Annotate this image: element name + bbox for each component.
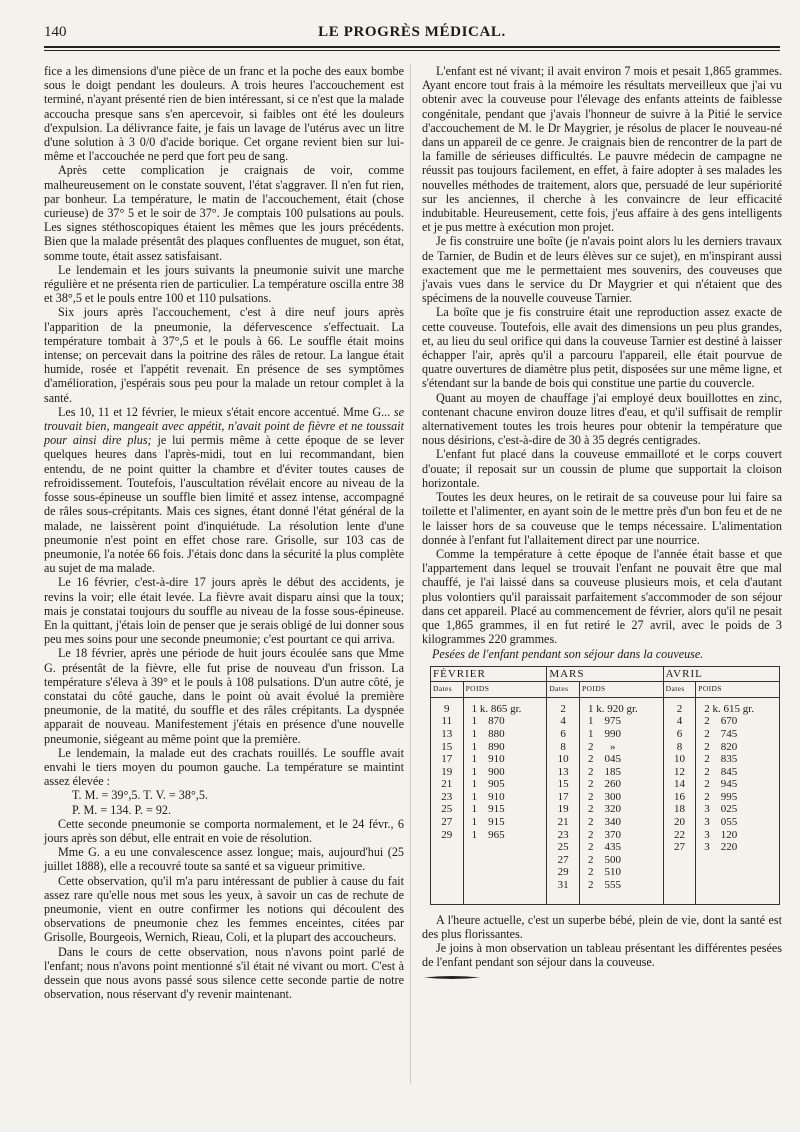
date-cell — [431, 841, 464, 854]
table-row — [431, 829, 780, 842]
weight-cell: 1 k. 865 gr. — [463, 697, 547, 715]
table-row — [431, 766, 780, 779]
date-cell: 10 — [547, 753, 580, 766]
weight-cell — [696, 879, 780, 904]
left-column — [44, 64, 404, 1001]
paragraph: L'enfant est né vivant; il avait environ 7 mois et pesait 1,865 grammes. Ayant encore tout frais à la mémoire les résultats merveilleux que j'ai vu obtenir avec la couveuse pour l'élevage des enfants atteints de faiblesse congénitale, pendant que j'avais l'honneur de suivre à la Pitié le service d'accouchement de M. le Dr Maygrier, je résolus de placer le nouveau-né dans un appareil de ce genre. Je craignais bien de rencontrer de la part de la famille de sérieuses difficultés. Le pauvre médecin de campagne ne réussit pas toujours facilement, en effet, à faire adopter à ses malades les nouvelles méthodes de traitement, alors que, persuadé de leur supériorité sur les anciennes, il cherche à les convaincre de leur efficacité indubitable. Heureusement, cette fois, j'eus affaire à des gens intelligents et je pus mettre à exécution mon projet. — [422, 64, 782, 235]
dates-header: Dates — [547, 682, 580, 698]
weight-cell: 2 670 — [696, 715, 780, 728]
weight-cell — [463, 866, 547, 879]
dates-header: Dates — [431, 682, 464, 698]
page-number: 140 — [44, 24, 67, 40]
table-row — [431, 816, 780, 829]
paragraph: Le lendemain, la malade eut des crachats rouillés. Le souffle avait envahi le tiers moyen du poumon gauche. La température se maintint assez élevée : — [44, 745, 404, 789]
date-cell: 15 — [431, 741, 464, 754]
weight-cell: 2 845 — [696, 766, 780, 779]
date-cell: 6 — [663, 728, 696, 741]
paragraph: Le 16 février, c'est-à-dire 17 jours après le début des accidents, je revins la voir; elle était levée. La fièvre avait disparu ainsi que la toux; mais je constatai toujours du souffle au niveau de la fosse sous-épineuse. En la quittant, j'étais loin de penser que je serais obligé de lui donner sous peu mes soins pour une seconde pneumonie; c'est pourtant ce qui arriva. — [44, 575, 404, 647]
weight-cell: 2 835 — [696, 753, 780, 766]
paragraph: Quant au moyen de chauffage j'ai employé deux bouillottes en zinc, contenant chacune environ douze litres d'eau, et qu'il suffisait de remplir alternativement toutes les trois heures pour obtenir la température que nous désirions, c'est-à-dire de 30 à 35 degrés centigrades. — [422, 390, 782, 448]
table-row — [431, 879, 780, 904]
weight-cell: 2 510 — [579, 866, 663, 879]
weight-cell: 1 915 — [463, 803, 547, 816]
date-cell: 22 — [663, 829, 696, 842]
date-cell — [663, 854, 696, 867]
date-cell: 8 — [663, 741, 696, 754]
weight-cell: 1 990 — [579, 728, 663, 741]
weight-cell — [463, 841, 547, 854]
weight-cell: 2 185 — [579, 766, 663, 779]
date-cell: 23 — [431, 791, 464, 804]
table-row — [431, 841, 780, 854]
weight-cell: 3 055 — [696, 816, 780, 829]
weight-header: POIDS — [696, 682, 780, 698]
weight-cell: 1 965 — [463, 829, 547, 842]
table-row — [431, 866, 780, 879]
header-rule-thin — [44, 50, 780, 51]
date-cell: 27 — [431, 816, 464, 829]
table-row — [431, 728, 780, 741]
paragraph — [44, 405, 404, 575]
weight-cell: 1 915 — [463, 816, 547, 829]
weight-cell: 3 220 — [696, 841, 780, 854]
weight-cell: 3 025 — [696, 803, 780, 816]
weight-cell: 1 900 — [463, 766, 547, 779]
weight-cell: 2 745 — [696, 728, 780, 741]
text-run: Les 10, 11 et 12 février, le mieux s'était encore accentué. Mme G... — [58, 404, 391, 419]
weight-cell: 1 870 — [463, 715, 547, 728]
weight-cell: 3 120 — [696, 829, 780, 842]
month-header: FÉVRIER — [431, 666, 547, 682]
right-column — [422, 64, 782, 984]
table-row — [431, 803, 780, 816]
weight-cell: 2 260 — [579, 778, 663, 791]
date-cell: 12 — [663, 766, 696, 779]
date-cell: 9 — [431, 697, 464, 715]
paragraph: Cette observation, qu'il m'a paru intéressant de publier à cause du fait assez rare qu'elle nous met sous les yeux, à savoir un cas de rechute de pneumonie, vient en outre confirmer les notions qui découlent des observations de pneumonie chez les femmes enceintes, citées par Grisolle, Bourgeois, Wernich, Rieau, Coli, et la plupart des accoucheurs. — [44, 873, 404, 945]
date-cell — [431, 879, 464, 904]
weight-cell: 1 910 — [463, 753, 547, 766]
paragraph: L'enfant fut placé dans la couveuse emmailloté et le corps couvert d'ouate; il reposait sur un coussin de plume que supportait la cloison horizontale. — [422, 447, 782, 490]
weight-cell: 1 880 — [463, 728, 547, 741]
weight-header: POIDS — [463, 682, 547, 698]
date-cell: 27 — [547, 854, 580, 867]
date-cell: 23 — [547, 829, 580, 842]
date-cell: 4 — [663, 715, 696, 728]
paragraph: Le 18 février, après une période de huit jours écoulée sans que Mme G. présentât de la fièvre, elle fut prise de nouveau d'un frisson. La température s'éleva à 39° et le pouls à 108 pulsations. D'un autre côté, je constatai du côté gauche, dans le point où avait évolué la première pneumonie, de la matité, du souffle et des râles crépitants. La dyspnée apparait de nouveau. Manifestement j'étais en présence d'une nouvelle pneumonie, siégeant au même point que la première. — [44, 646, 404, 746]
weight-cell — [696, 866, 780, 879]
date-cell: 17 — [547, 791, 580, 804]
journal-title: LE PROGRÈS MÉDICAL. — [318, 24, 506, 40]
paragraph: A l'heure actuelle, c'est un superbe bébé, plein de vie, dont la santé est des plus florissantes. — [422, 912, 782, 941]
weight-cell: 1 910 — [463, 791, 547, 804]
date-cell: 25 — [431, 803, 464, 816]
weight-cell: 2 320 — [579, 803, 663, 816]
paragraph: Six jours après l'accouchement, c'est à dire neuf jours après l'apparition de la pneumonie, la défervescence s'effectuait. La température tombait à 37°,5 et le pouls à 66. Le souffle était moins intense; on percevait dans la poitrine des râles de retour. La langue était humide, rosée et l'appétit revenait. En présence de ses symptômes d'amélioration, j'espérais sous peu pour la malade un retour complet à la santé. — [44, 305, 404, 405]
date-cell: 13 — [547, 766, 580, 779]
date-cell: 21 — [547, 816, 580, 829]
paragraph: La boîte que je fis construire était une reproduction assez exacte de cette couveuse. Toutefois, elle avait des dimensions un peu plus grandes, et, au lieu du seul orifice qui dans la couveuse Tarnier est destiné à laisser échapper l'air, après qu'il a parcouru l'appareil, elle était pourvue de quatre ouvertures de diamètre plus petit, disposées sur une même ligne, et s'étendant sur la bande de bois qui constitue une partie du couvercle. — [422, 305, 782, 391]
date-cell: 31 — [547, 879, 580, 904]
table-row — [431, 753, 780, 766]
weight-cell: 2 945 — [696, 778, 780, 791]
date-cell: 11 — [431, 715, 464, 728]
table-row — [431, 741, 780, 754]
table-row — [431, 778, 780, 791]
weight-header: POIDS — [579, 682, 663, 698]
weight-cell: 1 k. 920 gr. — [579, 697, 663, 715]
month-header: AVRIL — [663, 666, 779, 682]
date-cell: 29 — [431, 829, 464, 842]
weight-cell: 2 » — [579, 741, 663, 754]
vitals-formula: T. M. = 39°,5. T. V. = 38°,5. — [72, 788, 208, 803]
text-run: je lui permis même à cette époque de se lever quelques heures dans l'après-midi, tout en lui recommandant, bien entendu, de ne point quitter la chambre et d'éviter toutes causes de refroidissement. Toutefois, l'auscultation révélait encore au niveau de la fosse sous-épineuse un souffle bien limité et assez intense, accompagné de râles sous-crépitants. Mais ces signes, étant donné l'état général de la malade, ne laissèrent point d'inquiétude. La résolution lente d'une pneumonie n'est point en effet chose rare. Grisolle, sur 103 cas de pneumonie, l'a notée 66 fois. J'étais donc dans la sécurité la plus complète au sujet de ma malade. — [44, 433, 404, 576]
paragraph: Dans le cours de cette observation, nous n'avons point parlé de l'enfant; nous n'avons point mentionné s'il était né vivant ou mort. C'est à dessein que nous avons passé sous silence cette seconde partie de notre observation, nous réservant d'y revenir maintenant. — [44, 944, 404, 1002]
date-cell: 14 — [663, 778, 696, 791]
page-header — [44, 24, 780, 44]
date-cell: 8 — [547, 741, 580, 754]
paragraph: fice a les dimensions d'une pièce de un franc et la poche des eaux bombe sous le doigt pendant les douleurs. A trois heures l'accouchement est terminé, n'ayant présenté rien de bien intéressant, si ce n'est que la malade accoucha presque sans s'en apercevoir, si faibles ont été les douleurs d'expulsion. La délivrance faite, je fais un lavage de l'utérus avec un litre d'une solution à 3 0/0 d'acide borique. Cet organe revient bien sur lui-même et l'accouchée ne perd que fort peu de sang. — [44, 64, 404, 164]
weights-table — [430, 666, 780, 905]
weight-cell — [463, 854, 547, 867]
column-divider — [410, 64, 411, 1084]
date-cell: 16 — [663, 791, 696, 804]
weight-cell — [696, 854, 780, 867]
month-header-row — [431, 666, 780, 682]
weight-cell: 1 890 — [463, 741, 547, 754]
weight-cell: 2 995 — [696, 791, 780, 804]
column-header-row — [431, 682, 780, 698]
date-cell: 20 — [663, 816, 696, 829]
table-row — [431, 697, 780, 715]
weight-cell: 2 435 — [579, 841, 663, 854]
weight-cell: 2 500 — [579, 854, 663, 867]
date-cell — [663, 879, 696, 904]
end-ornament-icon — [422, 975, 482, 980]
table-row — [431, 715, 780, 728]
weight-cell: 1 975 — [579, 715, 663, 728]
date-cell — [663, 866, 696, 879]
weight-cell — [463, 879, 547, 904]
weight-cell: 2 k. 615 gr. — [696, 697, 780, 715]
date-cell: 2 — [663, 697, 696, 715]
date-cell: 6 — [547, 728, 580, 741]
paragraph: Je joins à mon observation un tableau présentant les différentes pesées de l'enfant pendant son séjour dans la couveuse. — [422, 941, 782, 970]
dates-header: Dates — [663, 682, 696, 698]
paragraph: Cette seconde pneumonie se comporta normalement, et le 24 févr., 6 jours après son début, elle entrait en voie de résolution. — [44, 816, 404, 845]
paragraph: Mme G. a eu une convalescence assez longue; mais, aujourd'hui (25 juillet 1888), elle a recouvré toute sa santé et sa vigueur primitive. — [44, 845, 404, 874]
table-row — [431, 791, 780, 804]
header-rule — [44, 46, 780, 48]
paragraph: Après cette complication je craignais de voir, comme malheureusement on le constate souvent, l'état s'aggraver. Il n'en fut rien, par bonheur. La température, le matin de l'accouchement, était (chose curieuse) de 37° 5 et le soir de 37°. Je comptais 100 pulsations au pouls. Les signes stéthoscopiques étaient les mêmes que les jours précédents. Bien que la malade présentât des plaques confluentes de muguet, son état, somme toute, était assez satisfaisant. — [44, 163, 404, 263]
weight-cell: 2 300 — [579, 791, 663, 804]
date-cell: 21 — [431, 778, 464, 791]
paragraph: Je fis construire une boîte (je n'avais point alors lu les derniers travaux de Tarnier, de Budin et de leurs élèves sur ce sujet), en m'inspirant aussi exactement que me le permettaient mes souvenirs, des couveuses que j'avais vues dans le service du Dr Maygrier et qui n'étaient que des spécimens de la nouvelle couveuse Tarnier. — [422, 234, 782, 306]
date-cell: 17 — [431, 753, 464, 766]
date-cell: 4 — [547, 715, 580, 728]
weight-cell: 2 340 — [579, 816, 663, 829]
month-header: MARS — [547, 666, 663, 682]
date-cell: 27 — [663, 841, 696, 854]
date-cell: 29 — [547, 866, 580, 879]
weight-cell: 2 820 — [696, 741, 780, 754]
table-row — [431, 854, 780, 867]
weight-cell: 1 905 — [463, 778, 547, 791]
date-cell: 15 — [547, 778, 580, 791]
date-cell: 10 — [663, 753, 696, 766]
date-cell: 19 — [547, 803, 580, 816]
paragraph: Toutes les deux heures, on le retirait de sa couveuse pour lui faire sa toilette et l'alimenter, en ayant soin de le mettre près d'un bon feu et de ne le laisser hors de sa couveuse que le temps nécessaire. L'alimentation donnée à l'enfant fut l'allaitement direct par une nourrice. — [422, 490, 782, 547]
date-cell: 13 — [431, 728, 464, 741]
italic-quote: se trouvait bien, mangeait avec appétit, n'avait point de fièvre et ne toussait pour ainsi dire plus; — [44, 404, 404, 448]
vitals-formula: P. M. = 134. P. = 92. — [72, 802, 172, 817]
date-cell: 18 — [663, 803, 696, 816]
weight-cell: 2 370 — [579, 829, 663, 842]
weights-table-body — [431, 697, 780, 904]
paragraph: Comme la température à cette époque de l'année était basse et que l'appartement dans lequel se trouvait l'enfant ne pouvait être que mal chauffé, je l'ai laissé dans sa couveuse plusieurs mois, et cela d'autant plus volontiers qu'il paraissait parfaitement s'accommoder de son séjour dans cet appareil. Placé au commencement de février, alors qu'il ne pesait que 1,865 grammes, il en fut retiré le 27 avril, avec le poids de 3 kilogrammes 220 grammes. — [422, 546, 782, 647]
table-caption: Pesées de l'enfant pendant son séjour dans la couveuse. — [432, 647, 704, 662]
date-cell: 19 — [431, 766, 464, 779]
date-cell: 25 — [547, 841, 580, 854]
paragraph: Le lendemain et les jours suivants la pneumonie suivit une marche régulière et ne présenta rien de particulier. La température oscilla entre 38 et 38°,5 et le pouls entre 100 et 110 pulsations. — [44, 262, 404, 306]
date-cell: 2 — [547, 697, 580, 715]
weight-cell: 2 045 — [579, 753, 663, 766]
date-cell — [431, 854, 464, 867]
weight-cell: 2 555 — [579, 879, 663, 904]
date-cell — [431, 866, 464, 879]
